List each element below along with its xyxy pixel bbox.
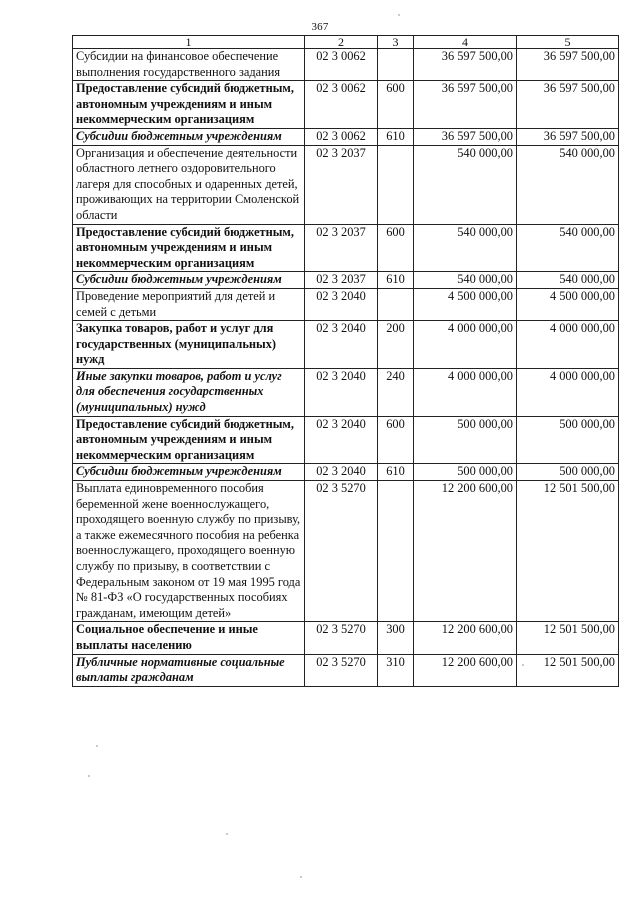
row-name: Выплата единовременного пособия беременной жене военнослужащего, проходящего военную службу по призыву, а также ежемесячного пособия на ребенка военнослужащего, проходящего военную службу по призыву, в соответствии с Федеральным законом от 19 мая 1995 года № 81-ФЗ «О государственных пособиях гражданам, имеющим детей» xyxy=(73,481,305,622)
row-code: 02 3 2037 xyxy=(305,224,378,272)
row-code: 02 3 2040 xyxy=(305,288,378,320)
row-name: Социальное обеспечение и иные выплаты населению xyxy=(73,622,305,654)
row-sum-year2: 12 501 500,00 xyxy=(517,481,619,622)
table-row xyxy=(73,49,619,81)
row-name: Предоставление субсидий бюджетным, автономным учреждениям и иным некоммерческим организациям xyxy=(73,81,305,129)
row-type: 610 xyxy=(378,128,414,145)
row-type: 300 xyxy=(378,622,414,654)
table-row xyxy=(73,622,619,654)
scan-speck xyxy=(522,664,524,666)
scan-speck xyxy=(88,775,90,777)
row-sum-year1: 4 000 000,00 xyxy=(414,321,517,369)
table-header-row xyxy=(73,36,619,49)
table-row xyxy=(73,145,619,224)
row-sum-year2: 540 000,00 xyxy=(517,224,619,272)
row-sum-year1: 500 000,00 xyxy=(414,464,517,481)
table-row xyxy=(73,224,619,272)
row-code: 02 3 5270 xyxy=(305,654,378,686)
row-sum-year2: 36 597 500,00 xyxy=(517,49,619,81)
table-row xyxy=(73,481,619,622)
row-sum-year1: 12 200 600,00 xyxy=(414,622,517,654)
table-row xyxy=(73,368,619,416)
row-sum-year1: 540 000,00 xyxy=(414,224,517,272)
row-type: 600 xyxy=(378,224,414,272)
row-code: 02 3 2040 xyxy=(305,321,378,369)
row-sum-year1: 540 000,00 xyxy=(414,272,517,289)
row-sum-year2: 12 501 500,00 xyxy=(517,654,619,686)
row-sum-year2: 36 597 500,00 xyxy=(517,81,619,129)
row-code: 02 3 2037 xyxy=(305,272,378,289)
row-code: 02 3 0062 xyxy=(305,81,378,129)
row-sum-year1: 12 200 600,00 xyxy=(414,481,517,622)
table-row xyxy=(73,272,619,289)
row-sum-year1: 4 000 000,00 xyxy=(414,368,517,416)
table-row xyxy=(73,288,619,320)
header-col-4: 4 xyxy=(414,36,517,49)
table-row xyxy=(73,128,619,145)
row-sum-year1: 540 000,00 xyxy=(414,145,517,224)
row-sum-year1: 12 200 600,00 xyxy=(414,654,517,686)
row-code: 02 3 2037 xyxy=(305,145,378,224)
row-sum-year1: 36 597 500,00 xyxy=(414,49,517,81)
budget-table xyxy=(72,35,619,687)
row-type xyxy=(378,288,414,320)
table-row xyxy=(73,81,619,129)
row-name: Субсидии на финансовое обеспечение выполнения государственного задания xyxy=(73,49,305,81)
table-row xyxy=(73,654,619,686)
row-sum-year1: 4 500 000,00 xyxy=(414,288,517,320)
row-name: Закупка товаров, работ и услуг для государственных (муниципальных) нужд xyxy=(73,321,305,369)
row-type: 610 xyxy=(378,272,414,289)
row-sum-year2: 500 000,00 xyxy=(517,464,619,481)
row-code: 02 3 2040 xyxy=(305,416,378,464)
row-name: Субсидии бюджетным учреждениям xyxy=(73,128,305,145)
row-name: Субсидии бюджетным учреждениям xyxy=(73,272,305,289)
table-row xyxy=(73,321,619,369)
row-sum-year1: 500 000,00 xyxy=(414,416,517,464)
row-name: Проведение мероприятий для детей и семей с детьми xyxy=(73,288,305,320)
row-name: Публичные нормативные социальные выплаты гражданам xyxy=(73,654,305,686)
page-number: 367 xyxy=(311,21,329,33)
row-sum-year1: 36 597 500,00 xyxy=(414,128,517,145)
row-sum-year2: 12 501 500,00 xyxy=(517,622,619,654)
header-col-5: 5 xyxy=(517,36,619,49)
table-body xyxy=(73,49,619,687)
row-name: Субсидии бюджетным учреждениям xyxy=(73,464,305,481)
row-name: Иные закупки товаров, работ и услуг для обеспечения государственных (муниципальных) нужд xyxy=(73,368,305,416)
row-type: 240 xyxy=(378,368,414,416)
row-code: 02 3 0062 xyxy=(305,128,378,145)
row-sum-year2: 540 000,00 xyxy=(517,272,619,289)
header-col-1: 1 xyxy=(73,36,305,49)
row-type: 310 xyxy=(378,654,414,686)
row-type: 600 xyxy=(378,81,414,129)
scan-speck xyxy=(300,876,302,878)
scan-speck xyxy=(96,745,98,747)
row-code: 02 3 2040 xyxy=(305,464,378,481)
row-type xyxy=(378,49,414,81)
row-sum-year2: 4 000 000,00 xyxy=(517,321,619,369)
row-type xyxy=(378,145,414,224)
table-row xyxy=(73,416,619,464)
row-type: 600 xyxy=(378,416,414,464)
row-name: Предоставление субсидий бюджетным, автономным учреждениям и иным некоммерческим организациям xyxy=(73,416,305,464)
header-col-2: 2 xyxy=(305,36,378,49)
row-sum-year1: 36 597 500,00 xyxy=(414,81,517,129)
row-sum-year2: 540 000,00 xyxy=(517,145,619,224)
row-name: Организация и обеспечение деятельности областного летнего оздоровительного лагеря для способных и одаренных детей, проживающих на территории Смоленской области xyxy=(73,145,305,224)
row-sum-year2: 500 000,00 xyxy=(517,416,619,464)
table-row xyxy=(73,464,619,481)
row-code: 02 3 0062 xyxy=(305,49,378,81)
row-code: 02 3 5270 xyxy=(305,481,378,622)
header-col-3: 3 xyxy=(378,36,414,49)
row-sum-year2: 36 597 500,00 xyxy=(517,128,619,145)
row-name: Предоставление субсидий бюджетным, автономным учреждениям и иным некоммерческим организациям xyxy=(73,224,305,272)
row-code: 02 3 5270 xyxy=(305,622,378,654)
row-type: 610 xyxy=(378,464,414,481)
row-sum-year2: 4 000 000,00 xyxy=(517,368,619,416)
row-type xyxy=(378,481,414,622)
scan-speck xyxy=(226,833,228,835)
row-code: 02 3 2040 xyxy=(305,368,378,416)
row-sum-year2: 4 500 000,00 xyxy=(517,288,619,320)
scan-speck xyxy=(398,14,400,16)
row-type: 200 xyxy=(378,321,414,369)
